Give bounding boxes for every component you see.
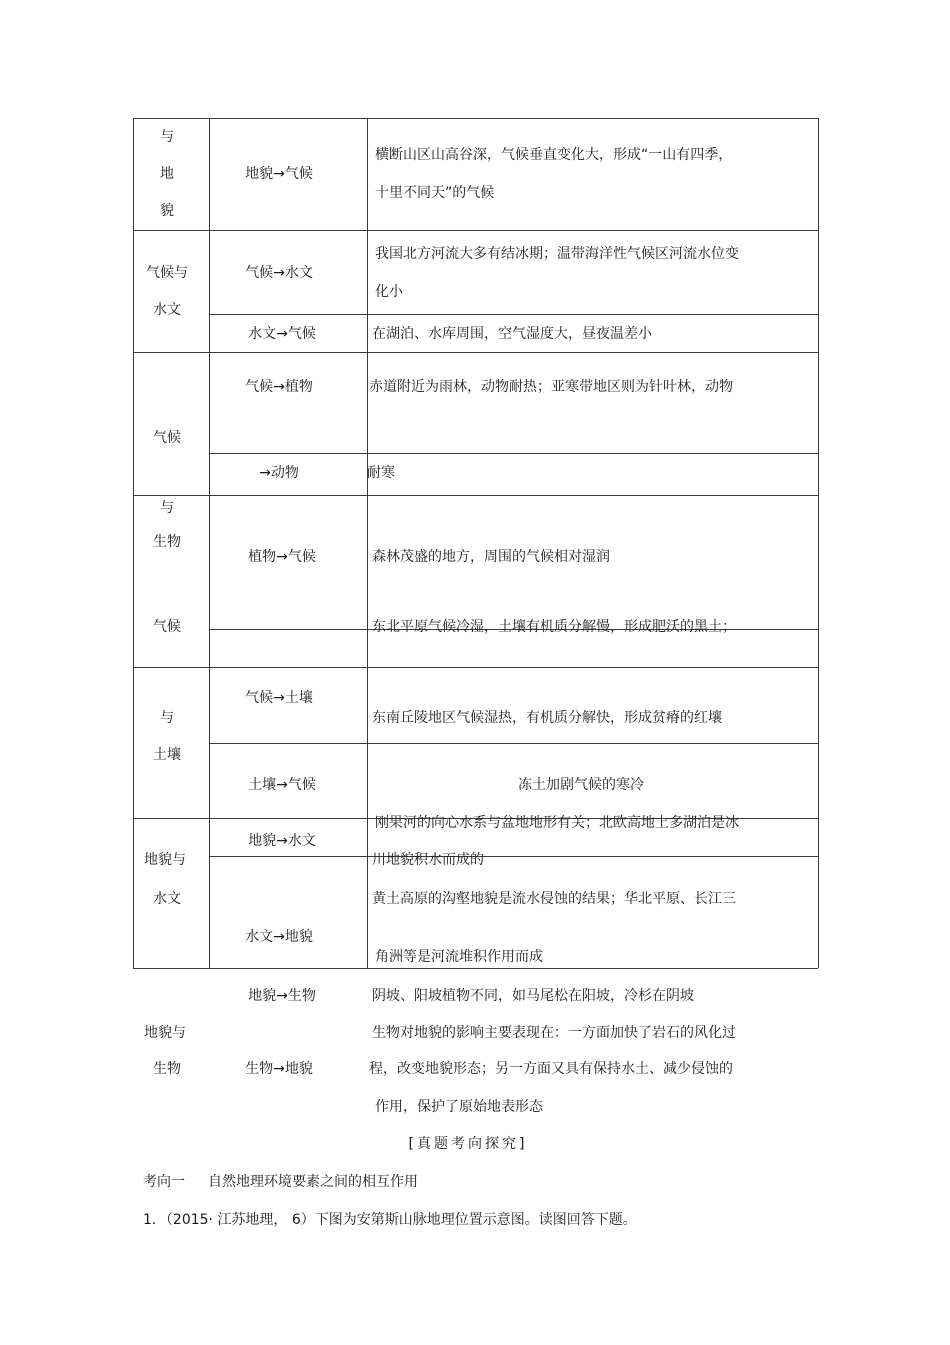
description-text: 森林茂盛的地方，周围的气候相对湿润 — [372, 549, 610, 565]
description-text: 十里不同天”的气候 — [375, 185, 495, 201]
relation-label: 植物→气候 — [248, 549, 316, 565]
description-text: 横断山区山高谷深，气候垂直变化大，形成“一山有四季， — [375, 147, 733, 163]
row-divider — [133, 495, 818, 496]
category-label: 地貌与 — [144, 1025, 186, 1041]
row-divider — [209, 743, 818, 744]
section-heading: [真题考向探究] — [408, 1136, 528, 1152]
table-border-top — [133, 118, 818, 119]
category-label: 貌 — [160, 203, 174, 219]
table-border-right — [818, 118, 819, 968]
relation-label: 水文→地貌 — [245, 929, 313, 945]
category-label: 地貌与 — [144, 852, 186, 868]
category-label: 气候 — [153, 619, 181, 635]
relation-label: 土壤→气候 — [248, 777, 316, 793]
category-label: 与 — [160, 129, 174, 145]
table-border-left — [133, 118, 134, 968]
column-divider — [209, 118, 210, 968]
row-divider — [133, 667, 818, 668]
description-text: 冻土加剧气候的寒冷 — [518, 777, 644, 793]
relation-label: 气候→水文 — [245, 265, 313, 281]
description-text: 耐寒 — [367, 465, 395, 481]
description-text: 东南丘陵地区气候湿热，有机质分解快，形成贫瘠的红壤 — [372, 710, 722, 726]
description-text: 作用，保护了原始地表形态 — [375, 1099, 543, 1115]
row-divider — [133, 230, 818, 231]
description-text: 川地貌积水而成的 — [372, 852, 484, 868]
relation-label: 水文→气候 — [248, 326, 316, 342]
category-label: 与 — [160, 500, 174, 516]
description-text: 在湖泊、水库周围，空气湿度大，昼夜温差小 — [372, 326, 652, 342]
row-divider — [209, 314, 818, 315]
description-text: 生物对地貌的影响主要表现在：一方面加快了岩石的风化过 — [372, 1025, 736, 1041]
subsection-label: 考向一 — [143, 1174, 185, 1190]
relation-label: 地貌→水文 — [248, 833, 316, 849]
relation-label: 气候→土壤 — [245, 690, 313, 706]
category-label: 与 — [160, 710, 174, 726]
category-label: 地 — [160, 166, 174, 182]
category-label: 水文 — [153, 302, 181, 318]
description-text: 阴坡、阳坡植物不同，如马尾松在阳坡，冷杉在阴坡 — [372, 988, 694, 1004]
description-text: 黄土高原的沟壑地貌是流水侵蚀的结果；华北平原、长江三 — [372, 891, 736, 907]
description-text: 赤道附近为雨林，动物耐热；亚寒带地区则为针叶林，动物 — [369, 379, 733, 395]
relation-label: 地貌→生物 — [248, 988, 316, 1004]
description-text: 化小 — [375, 284, 403, 300]
relation-label: 生物→地貌 — [245, 1061, 313, 1077]
description-text: 刚果河的向心水系与盆地地形有关；北欧高地上多湖泊是冰 — [375, 815, 739, 831]
relation-label: 地貌→气候 — [245, 166, 313, 182]
subsection-title: 自然地理环境要素之间的相互作用 — [208, 1174, 418, 1190]
category-label: 水文 — [153, 891, 181, 907]
category-label: 生物 — [153, 1061, 181, 1077]
category-label: 气候 — [153, 430, 181, 446]
row-divider — [209, 453, 818, 454]
description-text: 程，改变地貌形态；另一方面又具有保持水土、减少侵蚀的 — [369, 1061, 733, 1077]
description-text: 我国北方河流大多有结冰期；温带海洋性气候区河流水位变 — [375, 246, 739, 262]
category-label: 生物 — [153, 534, 181, 550]
description-text: 东北平原气候冷湿，土壤有机质分解慢，形成肥沃的黑土； — [372, 619, 736, 635]
category-label: 气候与 — [146, 265, 188, 281]
row-divider — [209, 856, 818, 857]
row-divider — [133, 352, 818, 353]
relation-label: 气候→植物 — [245, 379, 313, 395]
question-text: 1．（2015· 江苏地理， 6）下图为安第斯山脉地理位置示意图。读图回答下题。 — [143, 1212, 637, 1228]
category-label: 土壤 — [153, 747, 181, 763]
relation-label: →动物 — [259, 465, 299, 481]
description-text: 角洲等是河流堆积作用而成 — [375, 949, 543, 965]
table-border-bottom — [133, 968, 818, 969]
column-divider — [367, 118, 368, 968]
